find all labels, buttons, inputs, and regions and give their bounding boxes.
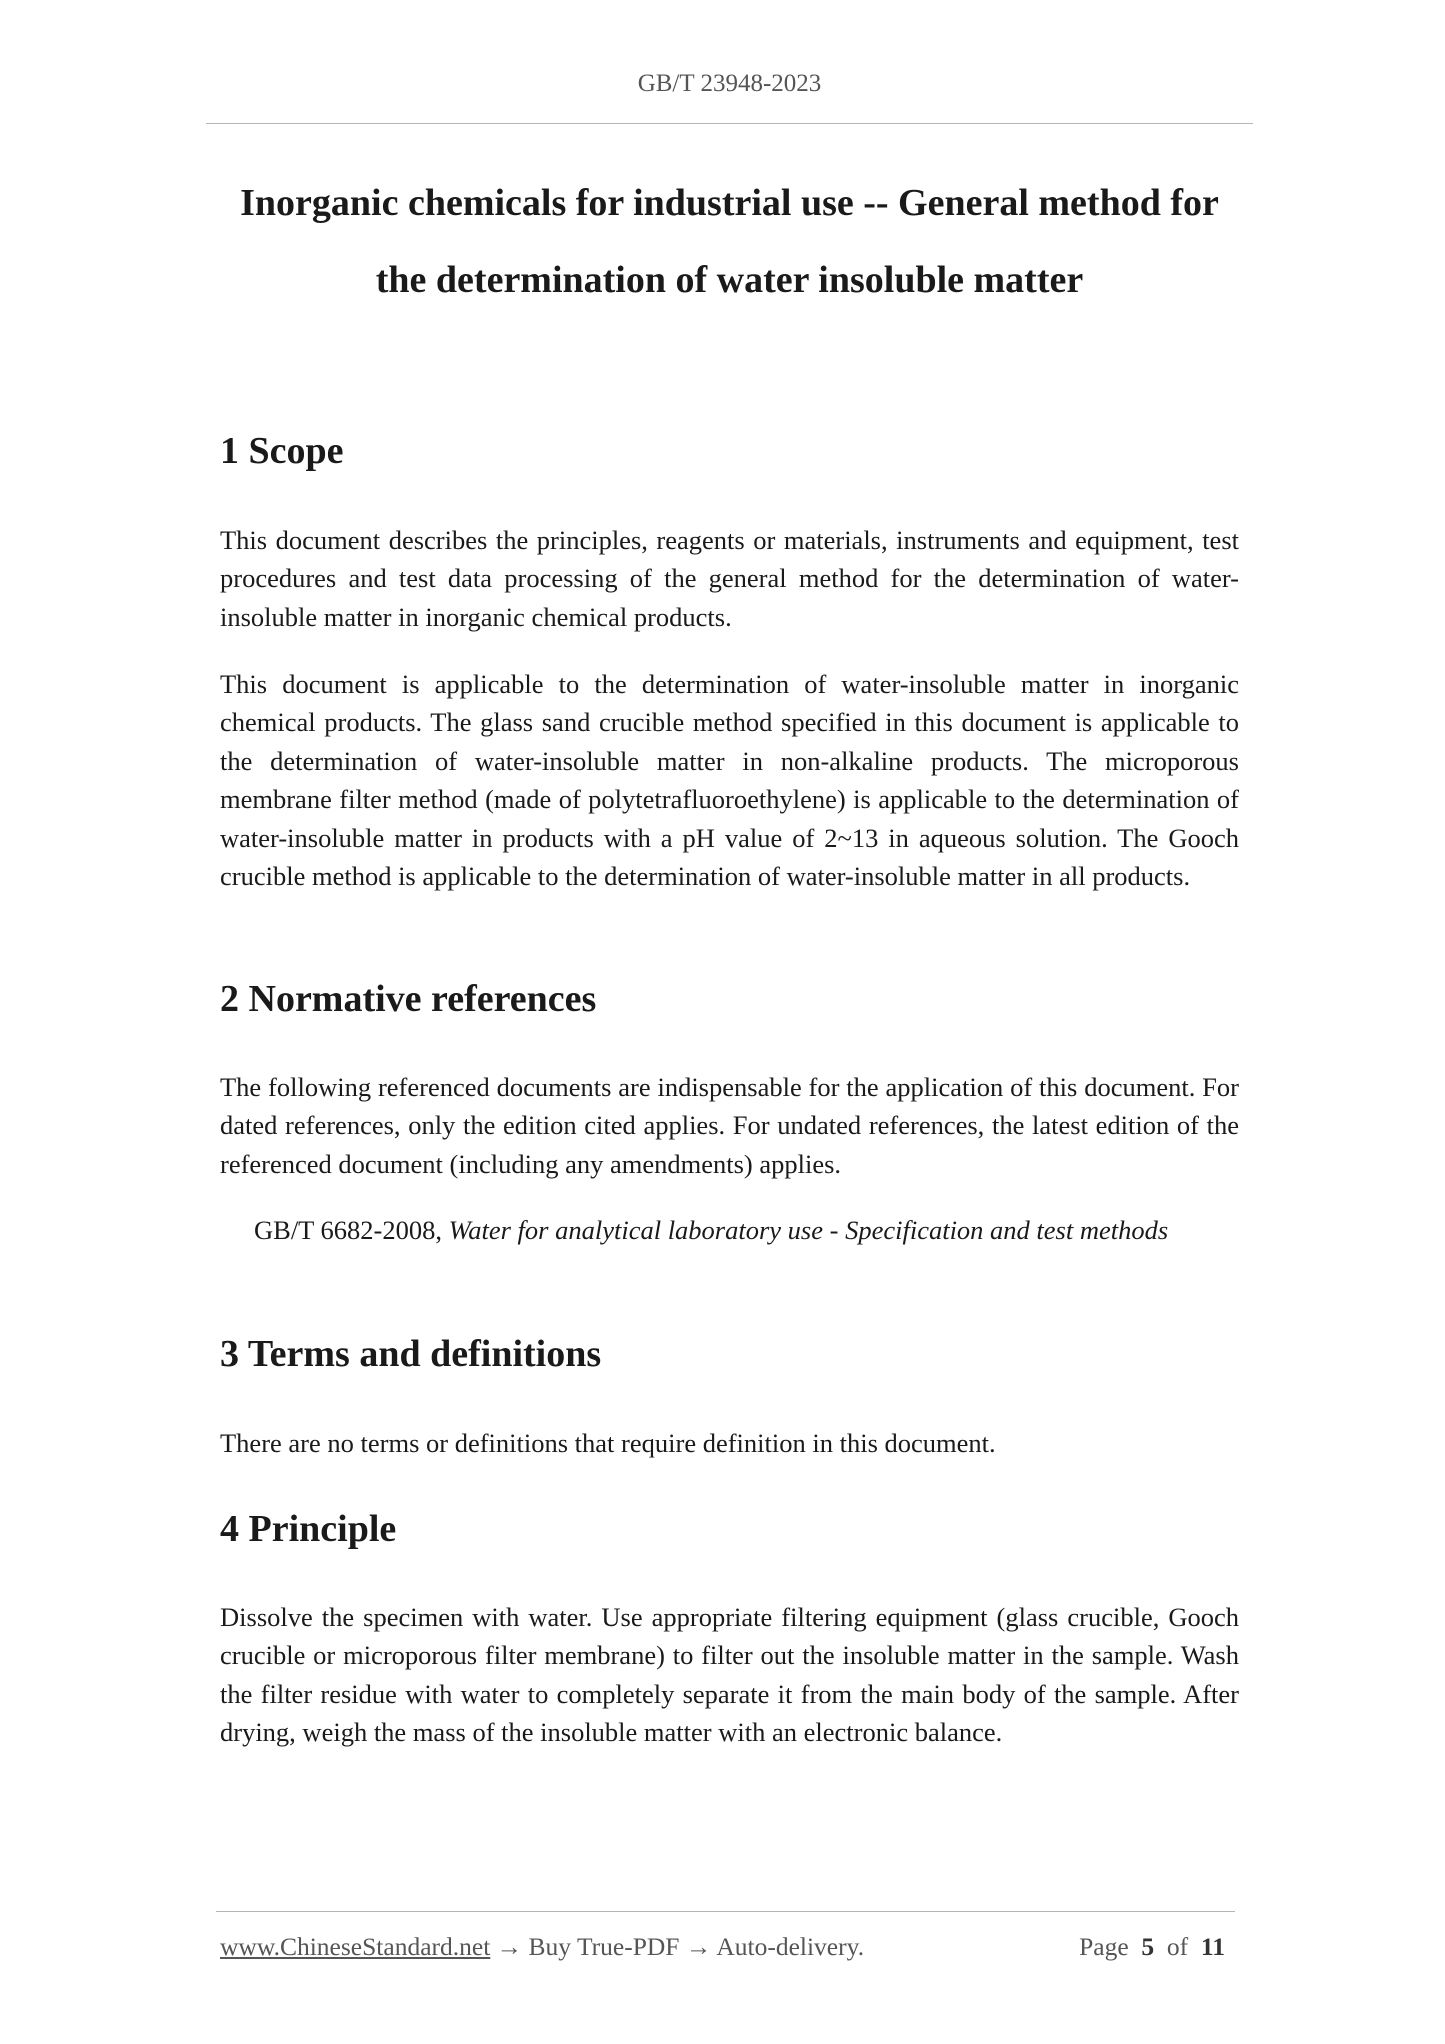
section-principle-heading-wrap [220,1505,1239,1553]
section-principle-para-wrap [220,1598,1239,1752]
reference-code: GB/T 6682-2008, [254,1215,449,1245]
normative-paragraph: The following referenced documents are indispensable for the application of this document. For dated references, only the edition cited applies. For undated references, the latest edition of the referenced document (including any amendments) applies. [220,1072,1239,1179]
terms-paragraph: There are no terms or definitions that require definition in this document. [220,1428,996,1458]
section-normative-heading-wrap [220,975,1239,1023]
page-label: Page [1079,1932,1129,1961]
title-line-2: the determination of water insoluble matter [375,259,1084,301]
arrow-icon: → [685,1932,712,1961]
normative-reference-item [254,1211,1239,1249]
running-header: GB/T 23948-2023 [637,70,822,97]
arrow-icon: → [496,1932,523,1961]
page-of-label: of [1166,1932,1189,1961]
auto-delivery-text: Auto-delivery. [711,1932,865,1961]
document-title [206,165,1253,319]
section-heading-scope: 1 Scope [220,430,344,472]
section-heading-terms: 3 Terms and definitions [220,1333,602,1375]
header-divider [206,123,1253,124]
buy-pdf-link[interactable]: Buy True-PDF [522,1932,686,1961]
section-terms-heading-wrap [220,1330,1239,1378]
page-current: 5 [1141,1932,1155,1961]
section-scope-para-1-wrap [220,521,1239,636]
title-line-1: Inorganic chemicals for industrial use -- General method for [240,182,1219,224]
section-scope-para-2-wrap [220,665,1239,895]
section-scope-heading-wrap [220,427,1239,475]
footer-links [220,1932,864,1962]
page-indicator [1079,1932,1225,1962]
scope-paragraph-1: This document describes the principles, reagents or materials, instruments and equipment, test procedures and test data processing of the general method for the determination of water-insoluble matter in inorganic chemical products. [220,525,1239,632]
section-heading-normative-references: 2 Normative references [220,978,597,1020]
scope-paragraph-2: This document is applicable to the determination of water-insoluble matter in inorganic chemical products. The glass sand crucible method specified in this document is applicable to the determination of water-insoluble matter in non-alkaline products. The microporous membrane filter method (made of polytetrafluoroethylene) is applicable to the determination of water-insoluble matter in products with a pH value of 2~13 in aqueous solution. The Gooch crucible method is applicable to the determination of water-insoluble matter in all products. [220,669,1239,892]
section-normative-para-wrap [220,1068,1239,1183]
section-terms-para-wrap [220,1424,1239,1462]
section-heading-principle: 4 Principle [220,1508,397,1550]
reference-title: Water for analytical laboratory use - Specification and test methods [448,1215,1169,1245]
normative-reference-wrap [220,1211,1239,1249]
page-total: 11 [1200,1932,1225,1961]
site-link[interactable]: www.ChineseStandard.net [220,1932,491,1961]
principle-paragraph: Dissolve the specimen with water. Use appropriate filtering equipment (glass crucible, Gooch crucible or microporous filter membrane) to filter out the insoluble matter in the sample. Wash the filter residue with water to completely separate it from the main body of the sample. After drying, weigh the mass of the insoluble matter with an electronic balance. [220,1602,1239,1748]
footer-divider [216,1911,1235,1912]
